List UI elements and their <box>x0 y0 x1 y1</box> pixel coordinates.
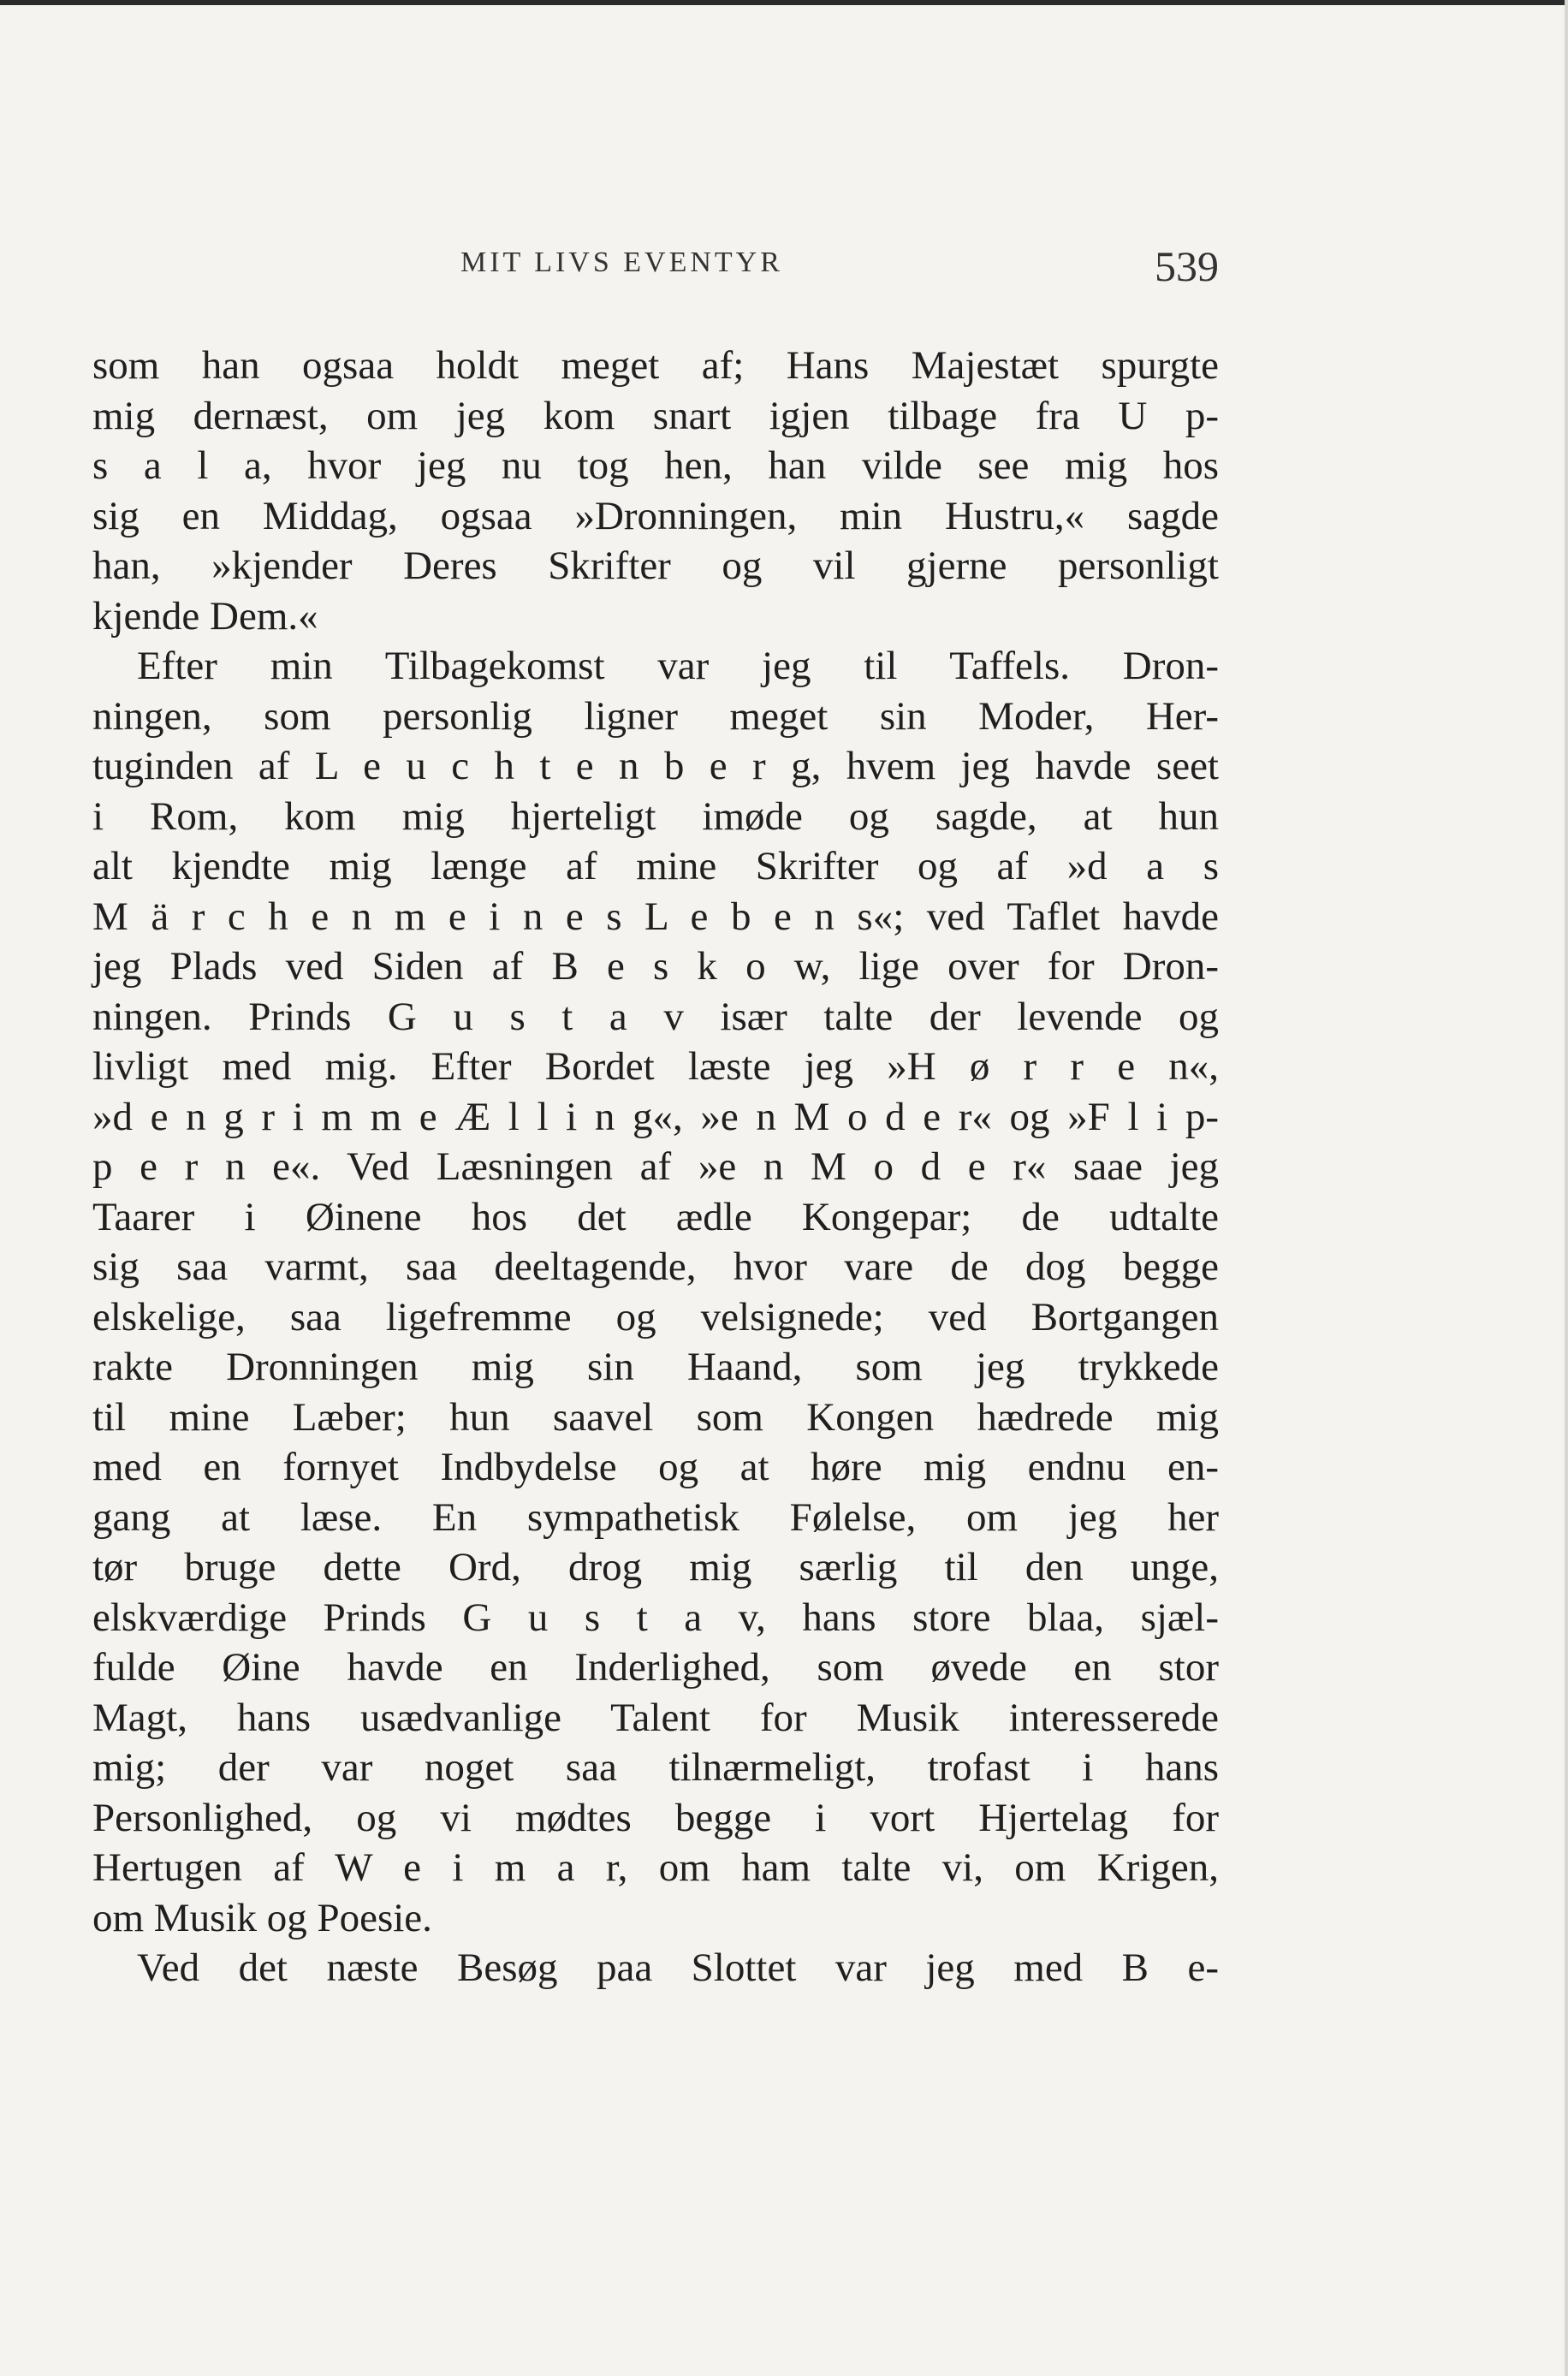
text-line: som han ogsaa holdt meget af; Hans Majestæt spurgte <box>92 343 1219 388</box>
text-line: alt kjendte mig længe af mine Skrifter og af »d a s <box>92 844 1219 888</box>
text-line: til mine Læber; hun saavel som Kongen hædrede mig <box>92 1394 1219 1440</box>
text-line: i Rom, kom mig hjerteligt imøde og sagde, at hun <box>92 793 1219 839</box>
text-line: Efter min Tilbagekomst var jeg til Taffels. Dron- <box>137 644 1219 688</box>
page-header <box>92 242 1219 298</box>
text-line: ningen. Prinds G u s t a v især talte der levende og <box>92 994 1219 1039</box>
text-line: fulde Øine havde en Inderlighed, som øvede en stor <box>92 1645 1219 1690</box>
text-line: tør bruge dette Ord, drog mig særlig til den unge, <box>92 1545 1219 1589</box>
text-line: »d e n g r i m m e Æ l l i n g«, »e n M o d e r« og »F l i p- <box>92 1094 1219 1139</box>
text-line: ningen, som personlig ligner meget sin Moder, Her- <box>92 693 1219 739</box>
text-line: Magt, hans usædvanlige Talent for Musik interesserede <box>92 1695 1219 1740</box>
text-line: elskværdige Prinds G u s t a v, hans store blaa, sjæl- <box>92 1595 1219 1640</box>
page-top-edge <box>0 0 1568 5</box>
text-line: kjende Dem.« <box>92 593 318 639</box>
text-line: rakte Dronningen mig sin Haand, som jeg trykkede <box>92 1345 1219 1389</box>
text-line: sig en Middag, ogsaa »Dronningen, min Hustru,« sagde <box>92 493 1219 538</box>
page-right-edge <box>1565 0 1568 2376</box>
text-line: Hertugen af W e i m a r, om ham talte vi, om Krigen, <box>92 1845 1219 1890</box>
text-line: livligt med mig. Efter Bordet læste jeg »H ø r r e n«, <box>92 1044 1219 1089</box>
text-line: mig dernæst, om jeg kom snart igjen tilbage fra U p- <box>92 393 1219 438</box>
text-line: om Musik og Poesie. <box>92 1895 432 1940</box>
text-line: Ved det næste Besøg paa Slottet var jeg med B e- <box>137 1945 1219 1990</box>
text-line: Personlighed, og vi mødtes begge i vort Hjertelag for <box>92 1795 1219 1840</box>
running-title: MIT LIVS EVENTYR <box>460 247 783 278</box>
text-line: s a l a, hvor jeg nu tog hen, han vilde see mig hos <box>92 443 1219 488</box>
text-line: Taarer i Øinene hos det ædle Kongepar; de udtalte <box>92 1194 1219 1239</box>
text-line: p e r n e«. Ved Læsningen af »e n M o d e r« saae jeg <box>92 1144 1219 1189</box>
text-line: sig saa varmt, saa deeltagende, hvor vare de dog begge <box>92 1244 1219 1289</box>
text-line: M ä r c h e n m e i n e s L e b e n s«; ved Taflet havde <box>92 894 1219 939</box>
page-number: 539 <box>1155 242 1219 290</box>
body-text <box>92 341 1219 1993</box>
text-line: mig; der var noget saa tilnærmeligt, trofast i hans <box>92 1745 1219 1790</box>
text-line: jeg Plads ved Siden af B e s k o w, lige over for Dron- <box>92 944 1219 989</box>
text-line: tuginden af L e u c h t e n b e r g, hvem jeg havde seet <box>92 744 1219 788</box>
text-line: han, »kjender Deres Skrifter og vil gjerne personligt <box>92 544 1219 588</box>
text-line: elskelige, saa ligefremme og velsignede; ved Bortgangen <box>92 1294 1219 1339</box>
text-line: med en fornyet Indbydelse og at høre mig endnu en- <box>92 1445 1219 1489</box>
text-line: gang at læse. En sympathetisk Følelse, om jeg her <box>92 1494 1219 1540</box>
